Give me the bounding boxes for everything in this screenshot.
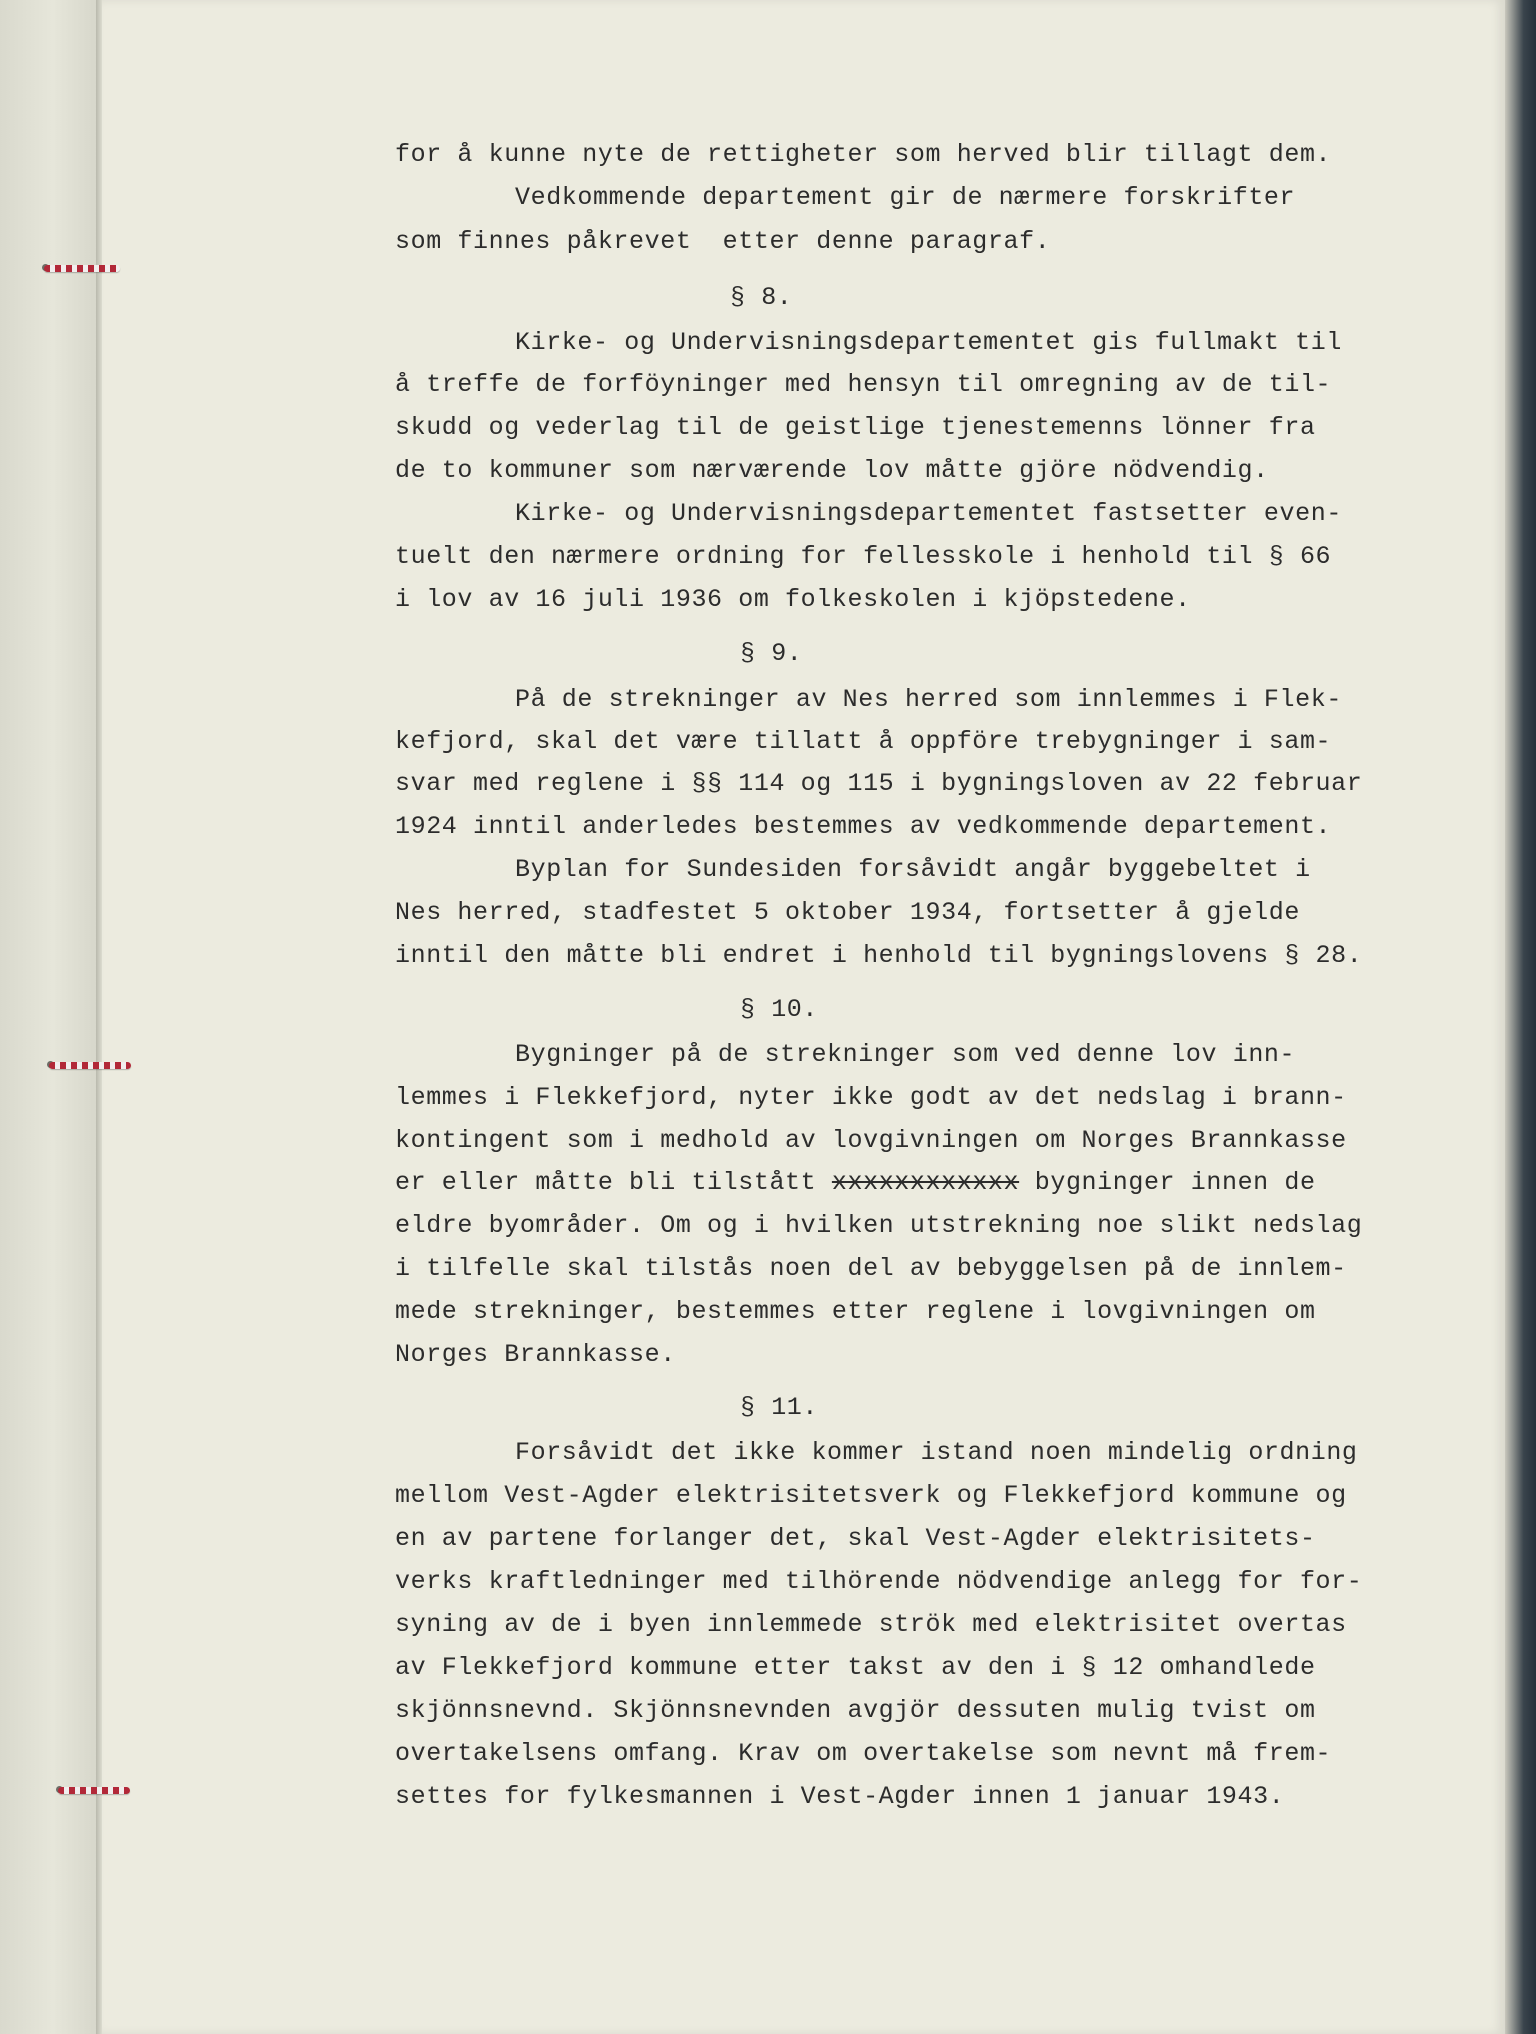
text-line: På de strekninger av Nes herred som innlemmes i Flek- [515, 685, 1342, 714]
text-line: 1924 inntil anderledes bestemmes av vedkommende departement. [395, 812, 1332, 841]
text-line: syning av de i byen innlemmede strök med elektrisitet overtas [395, 1610, 1347, 1639]
text-line: skjönnsnevnd. Skjönnsnevnden avgjör dessuten mulig tvist om [395, 1696, 1316, 1725]
binding-strip [0, 0, 96, 2034]
text-fragment: bygninger innen de [1034, 1168, 1316, 1197]
section-heading: § 9. [740, 639, 803, 668]
text-line: svar med reglene i §§ 114 og 115 i bygningsloven av 22 februar [395, 769, 1363, 798]
text-line: kefjord, skal det være tillatt å oppföre trebygninger i sam- [395, 727, 1332, 756]
stitch-thread-middle [49, 1062, 131, 1069]
text-line: Bygninger på de strekninger som ved denne lov inn- [515, 1040, 1296, 1069]
text-line: overtakelsens omfang. Krav om overtakelse som nevnt må frem- [395, 1739, 1332, 1768]
text-line: Norges Brannkasse. [395, 1340, 676, 1369]
stitch-thread-bottom [58, 1787, 130, 1794]
struck-out-text: xxxxxxxxxxxx [831, 1168, 1020, 1197]
text-line: de to kommuner som nærværende lov måtte gjöre nödvendig. [395, 456, 1269, 485]
text-line: eldre byområder. Om og i hvilken utstrekning noe slikt nedslag [395, 1211, 1363, 1240]
text-line: kontingent som i medhold av lovgivningen om Norges Brannkasse [395, 1126, 1347, 1155]
text-line: som finnes påkrevet etter denne paragraf. [395, 227, 1051, 256]
text-line: i lov av 16 juli 1936 om folkeskolen i kjöpstedene. [395, 585, 1191, 614]
text-line: settes for fylkesmannen i Vest-Agder innen 1 januar 1943. [395, 1782, 1285, 1811]
section-heading: § 10. [740, 995, 819, 1024]
text-line: mede strekninger, bestemmes etter reglene i lovgivningen om [395, 1297, 1316, 1326]
page-edge [1505, 0, 1536, 2034]
text-line: i tilfelle skal tilstås noen del av bebyggelsen på de innlem- [395, 1254, 1347, 1283]
text-line: Nes herred, stadfestet 5 oktober 1934, fortsetter å gjelde [395, 898, 1300, 927]
text-line: skudd og vederlag til de geistlige tjenestemenns lönner fra [395, 413, 1316, 442]
text-line: verks kraftledninger med tilhörende nödvendige anlegg for for- [395, 1567, 1363, 1596]
text-line: Byplan for Sundesiden forsåvidt angår byggebeltet i [515, 855, 1311, 884]
section-heading: § 8. [730, 283, 793, 312]
text-line: Forsåvidt det ikke kommer istand noen mindelig ordning [515, 1438, 1358, 1467]
section-heading: § 11. [740, 1393, 819, 1422]
text-line: en av partene forlanger det, skal Vest-Agder elektrisitets- [395, 1524, 1316, 1553]
text-line: å treffe de forföyninger med hensyn til omregning av de til- [395, 370, 1332, 399]
text-line: Kirke- og Undervisningsdepartementet fastsetter even- [515, 499, 1342, 528]
text-line: Kirke- og Undervisningsdepartementet gis fullmakt til [515, 328, 1342, 357]
text-line: mellom Vest-Agder elektrisitetsverk og Flekkefjord kommune og [395, 1481, 1347, 1510]
text-line [395, 1168, 1316, 1198]
text-line: lemmes i Flekkefjord, nyter ikke godt av det nedslag i brann- [395, 1083, 1347, 1112]
text-line: Vedkommende departement gir de nærmere forskrifter [515, 183, 1296, 212]
stitch-thread-top [44, 265, 120, 272]
text-line: for å kunne nyte de rettigheter som herved blir tillagt dem. [395, 140, 1332, 169]
text-line: av Flekkefjord kommune etter takst av den i § 12 omhandlede [395, 1653, 1316, 1682]
text-line: tuelt den nærmere ordning for fellesskole i henhold til § 66 [395, 542, 1332, 571]
text-line: inntil den måtte bli endret i henhold til bygningslovens § 28. [395, 941, 1363, 970]
text-fragment: er eller måtte bli tilstått [395, 1168, 817, 1197]
